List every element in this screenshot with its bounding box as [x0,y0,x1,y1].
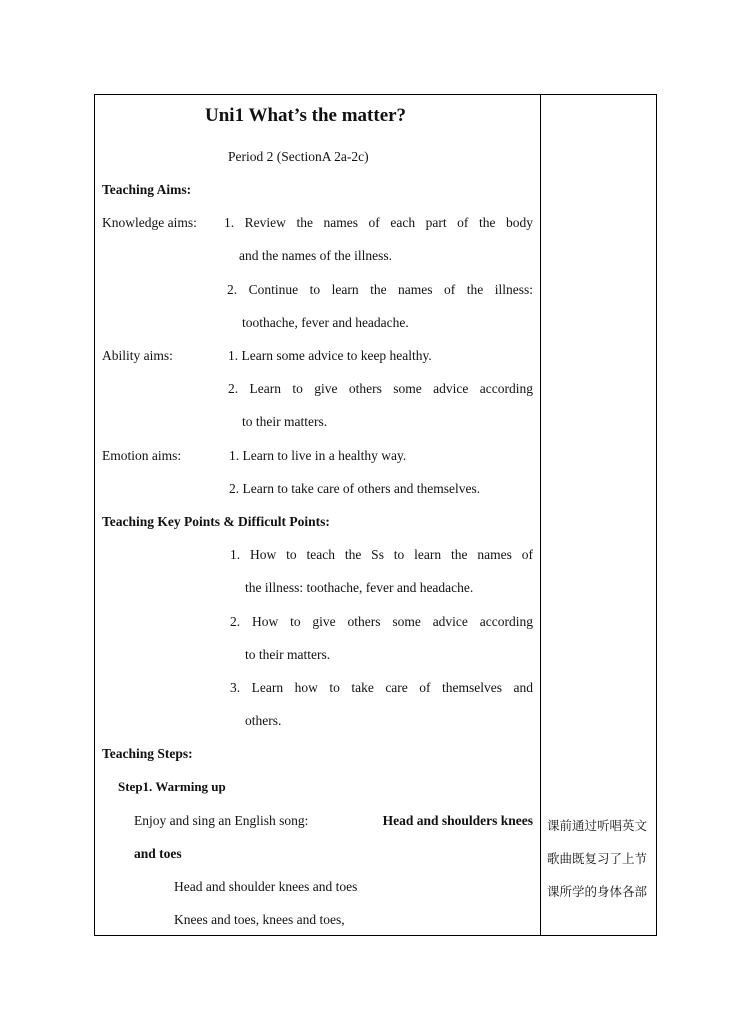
knowledge-aim-1: 1. Review the names of each part of the body [224,215,533,230]
ability-aims-label: Ability aims: [102,348,173,363]
key-point-1-cont: the illness: toothache, fever and headache. [245,580,474,595]
song-title-cont: and toes [134,846,182,861]
teaching-steps-heading: Teaching Steps: [102,746,193,761]
step1-heading: Step1. Warming up [118,779,226,794]
knowledge-aims-label: Knowledge aims: [102,215,197,230]
emotion-aim-1: 1. Learn to live in a healthy way. [229,448,407,463]
key-point-1: 1. How to teach the Ss to learn the names of [230,547,533,562]
ability-aim-2: 2. Learn to give others some advice according [228,381,533,396]
key-point-2: 2. How to give others some advice according [230,614,533,629]
song-lyric-2: Knees and toes, knees and toes, [174,912,345,927]
song-lyric-1: Head and shoulder knees and toes [174,879,358,894]
emotion-aim-2: 2. Learn to take care of others and themselves. [229,481,481,496]
knowledge-aim-2-cont: toothache, fever and headache. [242,315,409,330]
song-title: Head and shoulders knees [382,813,533,828]
emotion-aims-label: Emotion aims: [102,448,182,463]
key-points-heading: Teaching Key Points & Difficult Points: [102,514,330,529]
knowledge-aim-2: 2. Continue to learn the names of the illness: [227,282,533,297]
note-line-3: 课所学的身体各部 [547,884,648,899]
lesson-title: Uni1 What’s the matter? [205,105,407,126]
column-divider [540,94,541,936]
key-point-3: 3. Learn how to take care of themselves and [230,680,533,695]
ability-aim-1: 1. Learn some advice to keep healthy. [228,348,432,363]
note-line-1: 课前通过听唱英文 [547,818,648,833]
note-line-2: 歌曲既复习了上节 [547,851,648,866]
key-point-3-cont: others. [245,713,282,728]
song-intro: Enjoy and sing an English song: [134,813,309,828]
key-point-2-cont: to their matters. [245,647,331,662]
ability-aim-2-cont: to their matters. [242,414,328,429]
lesson-period: Period 2 (SectionA 2a-2c) [228,149,369,164]
song-intro-line [134,813,533,829]
teaching-aims-heading: Teaching Aims: [102,182,192,197]
knowledge-aim-1-cont: and the names of the illness. [239,248,392,263]
